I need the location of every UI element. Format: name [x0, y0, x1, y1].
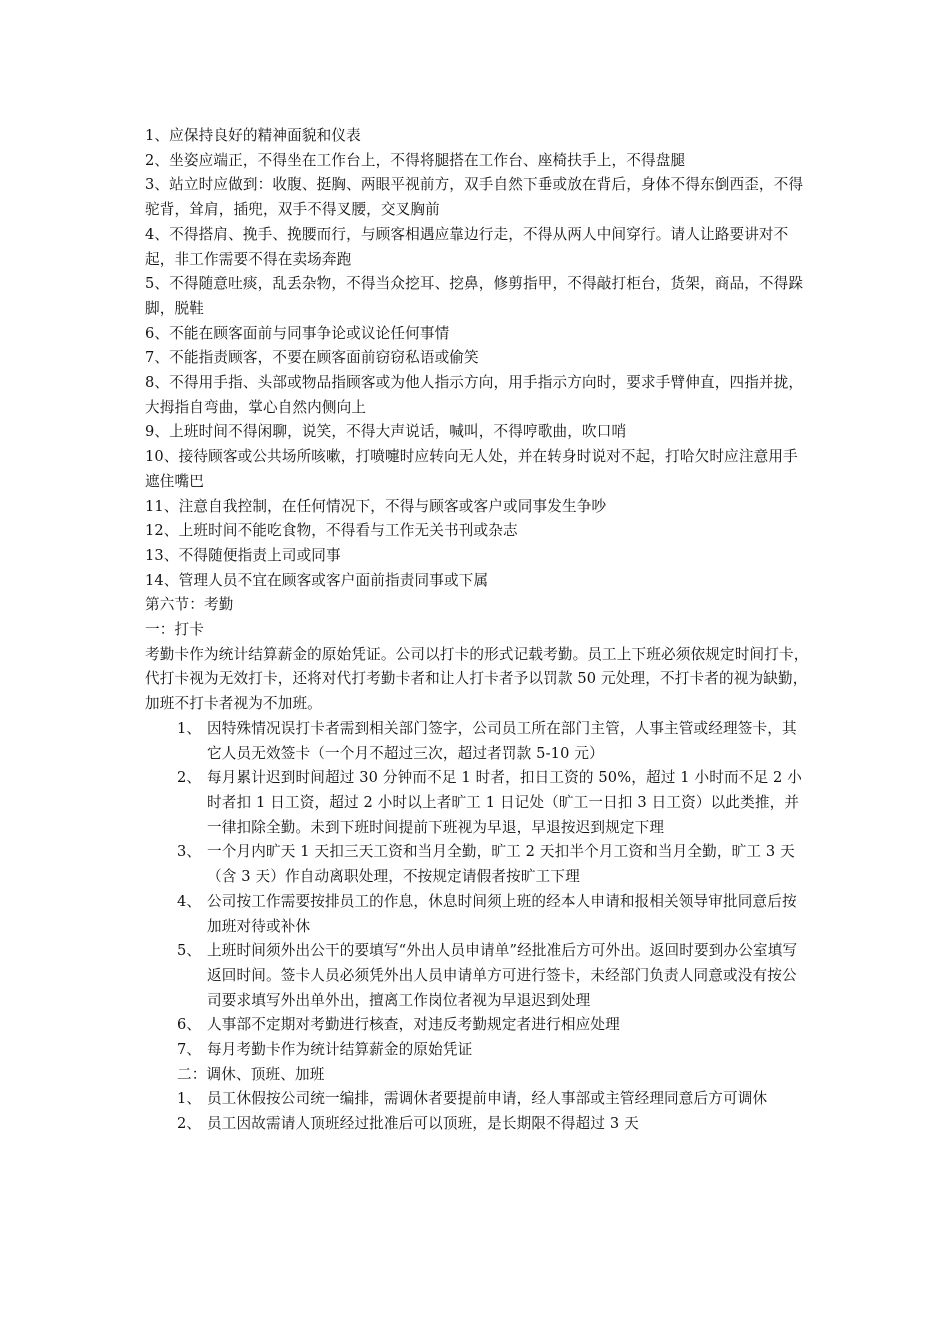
list-text: 员工休假按公司统一编排，需调休者要提前申请，经人事部或主管经理同意后方可调休 [207, 1090, 768, 1108]
list-item [145, 717, 810, 766]
rule-item: 7、不能指责顾客，不要在顾客面前窃窃私语或偷笑 [145, 349, 479, 367]
list-text: 员工因故需请人顶班经过批准后可以顶班，是长期限不得超过 3 天 [207, 1115, 639, 1133]
list-number: 3、 [177, 843, 202, 861]
rule-item: 14、管理人员不宜在顾客或客户面前指责同事或下属 [145, 571, 489, 589]
list-text: 因特殊情况误打卡者需到相关部门签字，公司员工所在部门主管，人事主管或经理签卡，其它人员无效签卡（一个月不超过三次，超过者罚款 5-10 元） [207, 719, 797, 762]
list-text: 一个月内旷天 1 天扣三天工资和当月全勤，旷工 2 天扣半个月工资和当月全勤，旷工 3 天（含 3 天）作自动离职处理，不按规定请假者按旷工下理 [207, 843, 795, 886]
list-text: 公司按工作需要按排员工的作息，休息时间须上班的经本人申请和报相关领导审批同意后按加班对待或补休 [207, 892, 797, 935]
list-text: 上班时间须外出公干的要填写“外出人员申请单”经批准后方可外出。返回时要到办公室填写返回时间。签卡人员必须凭外出人员申请单方可进行签卡，未经部门负责人同意或没有按公司要求填写外出单外出，擅离工作岗位者视为早退迟到处理 [207, 942, 798, 1009]
list-number: 1、 [177, 719, 202, 737]
rule-item: 12、上班时间不能吃食物，不得看与工作无关书刊或杂志 [145, 522, 518, 540]
list-item [145, 1038, 810, 1063]
list-item [145, 939, 810, 1013]
list-item [145, 840, 810, 889]
subsection-intro: 考勤卡作为统计结算薪金的原始凭证。公司以打卡的形式记载考勤。员工上下班必须依规定时间打卡，代打卡视为无效打卡，还将对代打考勤卡者和让人打卡者予以罚款 50 元处理，不打卡者的视为缺勤，加班不打卡者视为不加班。 [145, 645, 809, 713]
rule-item: 2、坐姿应端正，不得坐在工作台上，不得将腿搭在工作台、座椅扶手上，不得盘腿 [145, 151, 686, 169]
list-text: 每月考勤卡作为统计结算薪金的原始凭证 [207, 1041, 473, 1059]
rule-item: 6、不能在顾客面前与同事争论或议论任何事情 [145, 324, 450, 342]
document-body [145, 124, 810, 1137]
subsection-title-punch: 一：打卡 [145, 621, 204, 639]
list-number: 7、 [177, 1041, 202, 1059]
rule-item: 1、应保持良好的精神面貌和仪表 [145, 127, 361, 144]
list-number: 2、 [177, 1115, 202, 1133]
list-item [145, 1013, 810, 1038]
list-number: 4、 [177, 892, 202, 910]
list-item [145, 766, 810, 840]
section-title: 第六节：考勤 [145, 596, 234, 614]
rule-item: 8、不得用手指、头部或物品指顾客或为他人指示方向，用手指示方向时，要求手臂伸直，四指并拢，大拇指自弯曲，掌心自然内侧向上 [145, 374, 804, 416]
rule-item: 4、不得搭肩、挽手、挽腰而行，与顾客相遇应靠边行走，不得从两人中间穿行。请人让路要讲对不起，非工作需要不得在卖场奔跑 [145, 225, 789, 268]
rule-item: 10、接待顾客或公共场所咳嗽，打喷嚏时应转向无人处，并在转身时说对不起，打哈欠时应注意用手遮住嘴巴 [145, 448, 798, 490]
list-number: 6、 [177, 1016, 202, 1034]
list-number: 2、 [177, 769, 202, 787]
conduct-rules-list [145, 124, 810, 593]
list-item [145, 890, 810, 939]
list-item [145, 1112, 810, 1137]
list-item [145, 1087, 810, 1112]
list-text: 每月累计迟到时间超过 30 分钟而不足 1 时者，扣日工资的 50%，超过 1 小时而不足 2 小时者扣 1 日工资，超过 2 小时以上者旷工 1 日记处（旷工一日扣 3 日工资）以此类推，并一律扣除全勤。未到下班时间提前下班视为早退，早退按迟到规定下理 [207, 769, 802, 836]
rule-item: 9、上班时间不得闲聊，说笑，不得大声说话，喊叫，不得哼歌曲，吹口哨 [145, 423, 627, 441]
shift-rules-list [145, 1087, 810, 1136]
rule-item: 11、注意自我控制，在任何情况下，不得与顾客或客户或同事发生争吵 [145, 497, 607, 515]
list-number: 5、 [177, 942, 202, 960]
subsection-title-shift: 二：调休、顶班、加班 [177, 1065, 325, 1083]
rule-item: 3、站立时应做到：收腹、挺胸、两眼平视前方，双手自然下垂或放在背后，身体不得东倒西歪，不得驼背，耸肩，插兜，双手不得叉腰，交叉胸前 [145, 176, 804, 219]
rule-item: 5、不得随意吐痰，乱丢杂物，不得当众挖耳、挖鼻，修剪指甲，不得敲打柜台，货架，商品，不得跺脚，脱鞋 [145, 275, 804, 317]
rule-item: 13、不得随便指责上司或同事 [145, 546, 341, 564]
punch-rules-list [145, 717, 810, 1063]
list-text: 人事部不定期对考勤进行核查，对违反考勤规定者进行相应处理 [207, 1016, 620, 1034]
list-number: 1、 [177, 1090, 202, 1108]
